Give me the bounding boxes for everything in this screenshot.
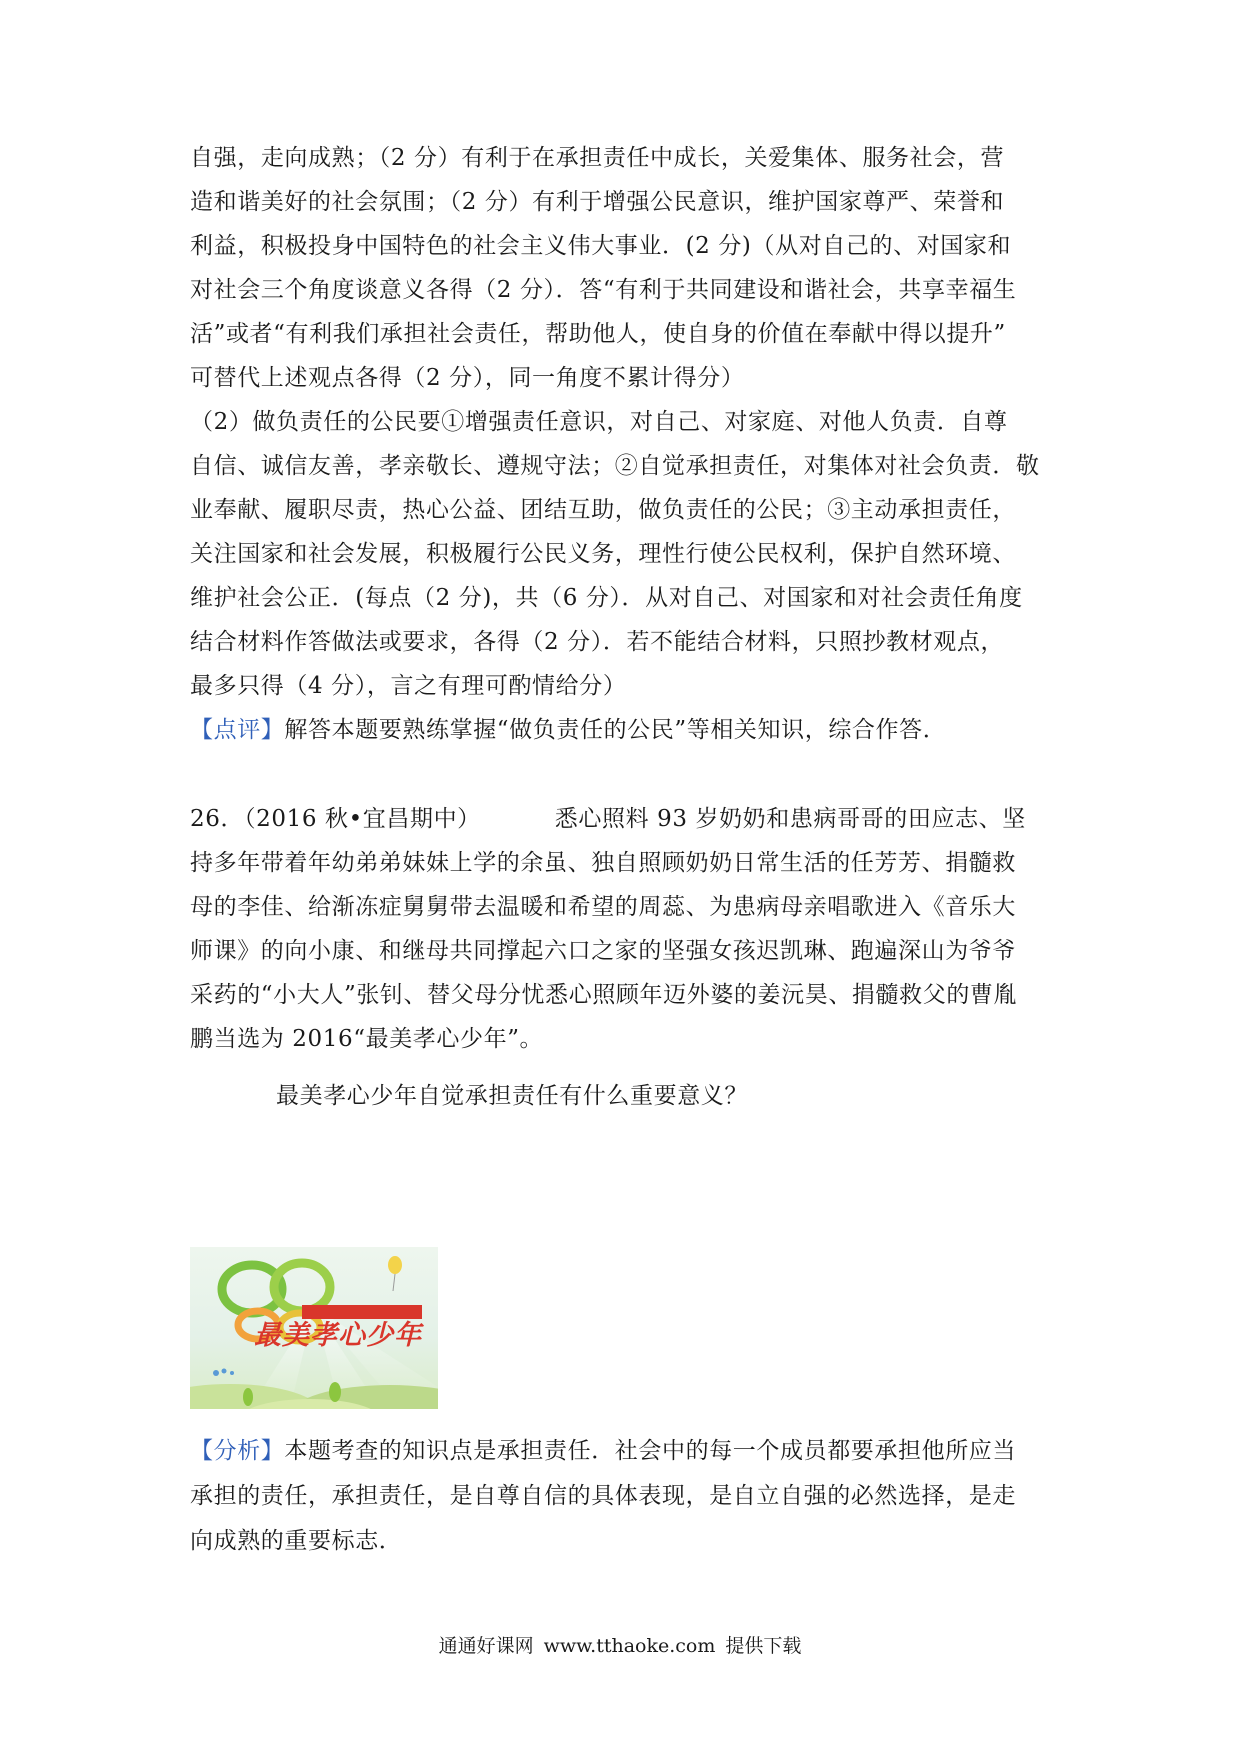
answer-line: 关注国家和社会发展，积极履行公民义务，理性行使公民权利，保护自然环境、 (190, 541, 1016, 567)
question-prompt: 最美孝心少年自觉承担责任有什么重要意义？ (276, 1083, 748, 1109)
answer-line: 维护社会公正．(每点（2 分)，共（6 分）．从对自己、对国家和对社会责任角度 (190, 585, 1023, 611)
question-line: 采药的“小大人”张钊、替父母分忧悉心照顾年迈外婆的姜沅昊、捐髓救父的曹胤 (190, 982, 1018, 1008)
answer-line: 自强，走向成熟；（2 分）有利于在承担责任中成长，关爱集体、服务社会，营 (190, 145, 1005, 171)
answer-line: 对社会三个角度谈意义各得（2 分）．答“有利于共同建设和谐社会，共享幸福生 (190, 277, 1017, 303)
question-line: 师课》的向小康、和继母共同撑起六口之家的坚强女孩迟凯琳、跑遍深山为爷爷 (190, 938, 1016, 964)
page-footer (0, 1633, 1240, 1659)
answer-line: 自信、诚信友善，孝亲敬长、遵规守法；②自觉承担责任，对集体对社会负责．敬 (190, 453, 1040, 479)
award-logo-caption: 最美孝心少年 (254, 1320, 422, 1351)
question-26-first-line (190, 804, 1060, 834)
question-line: 母的李佳、给渐冻症舅舅带去温暖和希望的周蕊、为患病母亲唱歌进入《音乐大 (190, 894, 1016, 920)
question-line: 持多年带着年幼弟弟妹妹上学的余虽、独自照顾奶奶日常生活的任芳芳、捐髓救 (190, 850, 1016, 876)
analysis-first-line (190, 1436, 1060, 1466)
comment-text: 解答本题要熟练掌握“做负责任的公民”等相关知识，综合作答． (284, 717, 947, 743)
comment-line (190, 715, 1060, 745)
footer-url[interactable]: www.tthaoke.com (543, 1635, 716, 1657)
answer-line: 可替代上述观点各得（2 分），同一角度不累计得分） (190, 365, 745, 391)
answer-line: （2）做负责任的公民要①增强责任意识，对自己、对家庭、对他人负责．自尊 (190, 409, 1008, 435)
analysis-tag: 【分析】 (190, 1438, 285, 1464)
answer-line: 业奉献、履职尽责，热心公益、团结互助，做负责任的公民；③主动承担责任， (190, 497, 1016, 523)
question-line: 鹏当选为 2016“最美孝心少年”。 (190, 1026, 544, 1052)
award-logo-image (190, 1247, 438, 1409)
question-number-source: 26．（2016 秋•宜昌期中） (190, 806, 481, 832)
answer-line: 活”或者“有利我们承担社会责任，帮助他人，使自身的价值在奉献中得以提升” (190, 321, 1006, 347)
comment-tag: 【点评】 (190, 717, 285, 743)
question-text: 悉心照料 93 岁奶奶和患病哥哥的田应志、坚 (554, 806, 1026, 832)
answer-line: 结合材料作答做法或要求，各得（2 分）．若不能结合材料，只照抄教材观点， (190, 629, 1005, 655)
answer-line: 最多只得（4 分），言之有理可酌情给分） (190, 673, 627, 699)
footer-note: 提供下载 (725, 1635, 802, 1657)
analysis-line: 承担的责任，承担责任，是自尊自信的具体表现，是自立自强的必然选择，是走 (190, 1483, 1016, 1509)
analysis-line: 向成熟的重要标志． (190, 1528, 403, 1554)
answer-line: 利益，积极投身中国特色的社会主义伟大事业．(2 分)（从对自己的、对国家和 (190, 233, 1012, 259)
footer-site-name: 通通好课网 (438, 1635, 534, 1657)
analysis-text: 本题考查的知识点是承担责任．社会中的每一个成员都要承担他所应当 (284, 1438, 1017, 1464)
answer-line: 造和谐美好的社会氛围；（2 分）有利于增强公民意识，维护国家尊严、荣誉和 (190, 189, 1005, 215)
